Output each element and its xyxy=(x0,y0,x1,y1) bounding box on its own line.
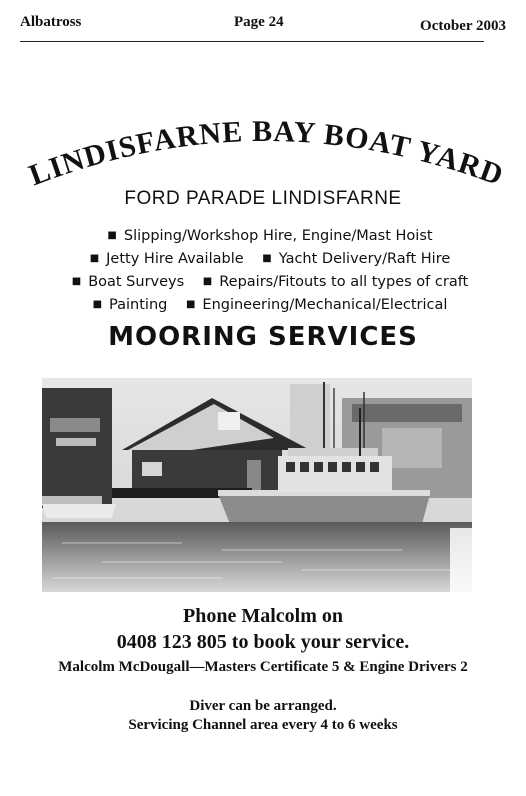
diver-line: Diver can be arranged. xyxy=(189,698,337,714)
service-item: Jetty Hire Available xyxy=(106,251,244,267)
services-line-1 xyxy=(0,228,526,244)
service-item: Repairs/Fitouts to all types of craft xyxy=(219,274,469,290)
ad-subtitle: FORD PARADE LINDISFARNE xyxy=(124,188,402,209)
bullet-icon: ■ xyxy=(71,276,82,287)
svg-text:LINDISFARNE BAY BOAT YARD xyxy=(25,115,508,192)
issue-date: October 2003 xyxy=(420,18,506,34)
credentials-line: Malcolm McDougall—Masters Certificate 5 & Engine Drivers 2 xyxy=(58,659,468,675)
bullet-icon: ■ xyxy=(89,253,100,264)
phone-number-line: 0408 123 805 to book your service. xyxy=(116,631,410,653)
bullet-icon: ■ xyxy=(202,276,213,287)
bullet-icon: ■ xyxy=(107,230,117,241)
services-line-3 xyxy=(0,274,526,290)
service-item: Painting xyxy=(109,297,168,313)
servicing-line: Servicing Channel area every 4 to 6 weeks xyxy=(128,717,398,733)
bullet-icon: ■ xyxy=(262,253,272,264)
phone-line-1: Phone Malcolm on xyxy=(183,605,343,627)
service-item: Engineering/Mechanical/Electrical xyxy=(202,297,448,313)
ad-title-text: LINDISFARNE BAY BOAT YARD xyxy=(24,114,509,193)
bullet-icon: ■ xyxy=(92,299,103,310)
page-number: Page 24 xyxy=(234,14,284,30)
mooring-services-heading: MOORING SERVICES xyxy=(108,322,418,352)
service-item: Slipping/Workshop Hire, Engine/Mast Hoist xyxy=(123,228,433,244)
service-item: Yacht Delivery/Raft Hire xyxy=(278,251,451,267)
services-line-2 xyxy=(0,251,526,267)
publication-name: Albatross xyxy=(20,14,82,30)
boatyard-photo xyxy=(42,378,472,592)
page-header xyxy=(20,14,506,38)
bullet-icon: ■ xyxy=(185,299,196,310)
service-item: Boat Surveys xyxy=(88,274,185,290)
services-line-4 xyxy=(0,297,526,313)
header-rule xyxy=(20,41,484,42)
